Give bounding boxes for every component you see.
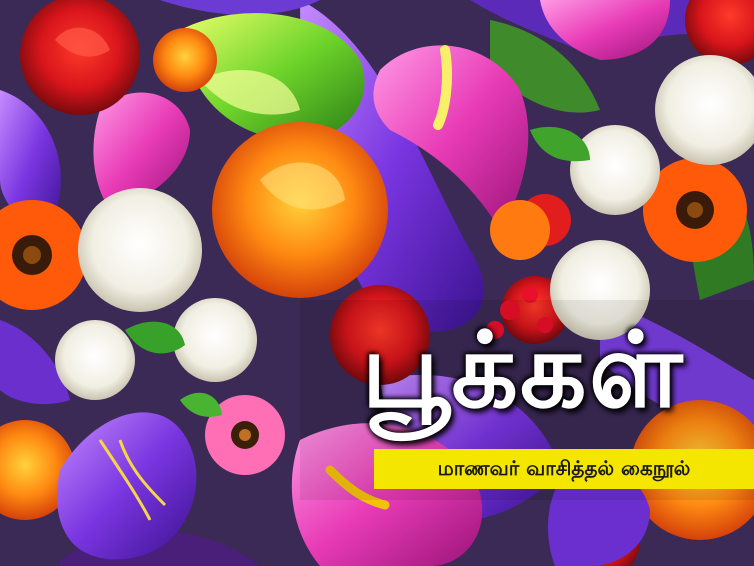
book-title: பூக்கள் — [361, 309, 685, 431]
book-subtitle: மாணவர் வாசித்தல் கைநூல் — [437, 455, 691, 480]
subtitle-banner — [374, 449, 754, 489]
